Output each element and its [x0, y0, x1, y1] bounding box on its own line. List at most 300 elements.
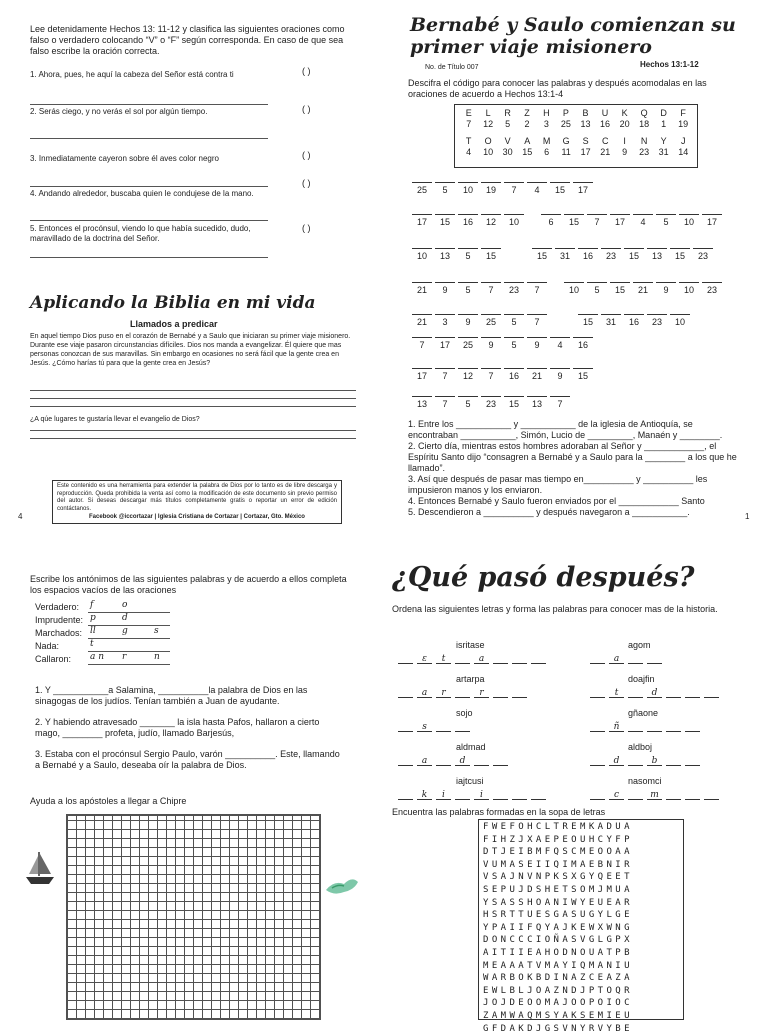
decode-blank[interactable]: 16 — [458, 214, 478, 227]
decode-blank[interactable]: 12 — [481, 214, 501, 227]
answer-dash[interactable] — [455, 722, 470, 732]
decode-blank[interactable]: 15 — [504, 396, 524, 409]
answer-dash[interactable]: d — [647, 688, 662, 698]
answer-dash[interactable] — [474, 756, 489, 766]
decode-blank[interactable]: 23 — [601, 248, 621, 261]
tr-sentences — [408, 419, 743, 518]
answer-dash[interactable] — [590, 790, 605, 800]
answer-dash[interactable] — [398, 688, 413, 698]
decode-blank[interactable]: 13 — [647, 248, 667, 261]
answer-dash[interactable] — [628, 722, 643, 732]
decode-blank[interactable]: 9 — [527, 337, 547, 350]
title-number: No. de Título 007 — [425, 64, 479, 71]
antonym-hint-letter: o — [122, 600, 128, 610]
code-number: 4 — [466, 146, 472, 157]
antonym-word: Verdadero: — [35, 602, 80, 612]
word-gap — [550, 314, 564, 327]
wordsearch-title: Encuentra las palabras formadas en la sopa de letras — [392, 807, 606, 817]
word-gap — [527, 214, 541, 227]
answer-dash[interactable] — [666, 688, 681, 698]
decode-blank[interactable]: 16 — [573, 337, 593, 350]
maze-title: Ayuda a los apóstoles a llegar a Chipre — [30, 796, 187, 806]
decode-row — [412, 314, 693, 327]
answer-dashes[interactable] — [590, 654, 666, 664]
answer-dash[interactable]: t — [609, 688, 624, 698]
answer-dash[interactable] — [398, 654, 413, 664]
answer-dash[interactable] — [493, 654, 508, 664]
scrambled-word: sojo — [456, 708, 473, 718]
decode-row — [412, 248, 716, 261]
tf-item-4: 4. Andando alrededor, buscaba quien le condujese de la mano. — [30, 189, 254, 198]
antonym-hint-letter: r — [122, 652, 127, 662]
code-letter: S — [582, 135, 589, 146]
code-letter: M — [542, 135, 551, 146]
decode-blank[interactable]: 5 — [656, 214, 676, 227]
tf-paren-1[interactable]: ( ) — [302, 66, 311, 76]
answer-dash[interactable]: t — [436, 654, 451, 664]
decode-blank[interactable]: 7 — [587, 214, 607, 227]
code-number: 23 — [639, 146, 650, 157]
decode-row — [412, 337, 596, 350]
answer-dash[interactable] — [531, 790, 546, 800]
answer-dash[interactable]: k — [417, 790, 432, 800]
code-number: 9 — [622, 146, 628, 157]
decode-blank[interactable]: 15 — [550, 182, 570, 195]
decode-blank[interactable]: 7 — [481, 282, 501, 295]
answer-dash[interactable] — [436, 722, 451, 732]
decode-blank[interactable]: 3 — [435, 314, 455, 327]
answer-dashes[interactable] — [590, 756, 704, 766]
answer-dash[interactable]: i — [436, 790, 451, 800]
decode-blank[interactable]: 7 — [435, 368, 455, 381]
decode-blank[interactable]: 15 — [435, 214, 455, 227]
decode-row — [412, 368, 596, 381]
code-number: 11 — [561, 146, 571, 157]
decode-blank[interactable]: 10 — [458, 182, 478, 195]
decode-blank[interactable]: 15 — [578, 314, 598, 327]
tr-sentence-3: 3. Así que después de pasar mas tiempo en__________ y __________ les impusieron manos y los enviaron. — [408, 474, 708, 495]
antonym-word: Callaron: — [35, 654, 72, 664]
decode-blank[interactable]: 21 — [412, 282, 432, 295]
code-number: 16 — [600, 118, 611, 129]
apply-text: En aquel tiempo Dios puso en el corazón de Bernabé y a Saulo que iniciaran su primer viaje misionero. Durante ese viaje pasaron circunstancias difíciles. Dios nos manda a evangelizar. Él quiere que mas personas conozcan de sus maravillas. Sin embargo en ocasiones no será fácil que la gente crea en Jesús. ¿Cómo harías tú para que la gente crea en Jesús? — [30, 333, 351, 367]
decode-blank[interactable]: 10 — [679, 214, 699, 227]
code-letter: U — [601, 107, 609, 118]
code-letter: G — [562, 135, 570, 146]
answer-dashes[interactable] — [590, 722, 704, 732]
tf-line[interactable] — [30, 257, 268, 258]
answer-dash[interactable] — [590, 654, 605, 664]
code-letter: D — [660, 107, 667, 118]
decode-blank[interactable]: 9 — [550, 368, 570, 381]
code-key-box — [454, 104, 698, 168]
code-letter: N — [640, 135, 648, 146]
tf-item-3: 3. Inmediatamente cayeron sobre él aves color negro — [30, 154, 219, 163]
answer-dash[interactable] — [455, 654, 470, 664]
decode-blank[interactable]: 17 — [435, 337, 455, 350]
tf-item-1: 1. Ahora, pues, he aquí la cabeza del Señor está contra ti — [30, 70, 234, 79]
antonym-hint-letter: a n — [90, 652, 105, 662]
scrambled-word: isritase — [456, 640, 485, 650]
antonym-answer-line[interactable] — [88, 638, 170, 639]
answer-dash[interactable] — [531, 654, 546, 664]
code-number: 20 — [619, 118, 630, 129]
code-letter: L — [485, 107, 491, 118]
decode-blank[interactable]: 7 — [435, 396, 455, 409]
decode-blank[interactable]: 17 — [412, 368, 432, 381]
decode-blank[interactable]: 4 — [633, 214, 653, 227]
decode-blank[interactable]: 13 — [412, 396, 432, 409]
answer-dash[interactable] — [628, 654, 643, 664]
decode-blank[interactable]: 16 — [624, 314, 644, 327]
decode-row — [412, 214, 725, 227]
answer-dash[interactable] — [493, 756, 508, 766]
decode-blank[interactable]: 17 — [610, 214, 630, 227]
answer-dash[interactable] — [512, 688, 527, 698]
code-letter: Y — [660, 135, 667, 146]
decode-blank[interactable]: 5 — [458, 396, 478, 409]
decode-row — [412, 396, 573, 409]
answer-dash[interactable] — [628, 790, 643, 800]
decode-blank[interactable]: 13 — [435, 248, 455, 261]
scrambled-word: gñaone — [628, 708, 659, 718]
answer-dash[interactable] — [704, 790, 719, 800]
code-number: 7 — [466, 118, 472, 129]
tr-sentence-1: 1. Entre los ___________ y ___________ de la iglesia de Antioquía, se encontraban ___________, Simón, Lucio de _________, Manaén y ________. — [408, 419, 723, 440]
answer-dash[interactable] — [436, 756, 451, 766]
answer-dash[interactable] — [666, 790, 681, 800]
code-number: 12 — [483, 118, 494, 129]
decode-blank[interactable]: 10 — [564, 282, 584, 295]
answer-dash[interactable]: m — [647, 790, 662, 800]
decode-blank[interactable]: 15 — [624, 248, 644, 261]
code-letter: V — [504, 135, 511, 146]
decode-blank[interactable]: 10 — [504, 214, 524, 227]
code-number: 6 — [544, 146, 550, 157]
code-number: 1 — [661, 118, 667, 129]
decode-blank[interactable]: 7 — [550, 396, 570, 409]
antonym-hint-letter: g — [122, 626, 128, 636]
antonym-word: Imprudente: — [35, 615, 84, 625]
decode-blank[interactable]: 23 — [693, 248, 713, 261]
antonym-hint-letter: s — [154, 626, 159, 636]
maze[interactable] — [66, 814, 321, 1020]
apply-question-2: ¿A qúe lugares te gustaría llevar el evangelio de Dios? — [30, 416, 200, 423]
decode-blank[interactable]: 31 — [555, 248, 575, 261]
answer-dashes[interactable] — [398, 688, 531, 698]
bl-instructions: Escribe los antónimos de las siguientes palabras y de acuerdo a ellos completa los espacios vacíos de las oraciones — [30, 574, 347, 595]
answer-dash[interactable] — [647, 654, 662, 664]
code-number: 5 — [505, 118, 511, 129]
answer-dash[interactable] — [628, 756, 643, 766]
decode-blank[interactable]: 21 — [633, 282, 653, 295]
answer-dash[interactable] — [704, 688, 719, 698]
decode-blank[interactable]: 15 — [532, 248, 552, 261]
decode-blank[interactable]: 23 — [481, 396, 501, 409]
answer-dash[interactable]: s — [417, 722, 432, 732]
code-number: 3 — [543, 118, 549, 129]
code-letter: P — [562, 107, 569, 118]
tf-item-2: 2. Serás ciego, y no verás el sol por algún tiempo. — [30, 107, 208, 116]
antonym-hint-letter: p — [90, 613, 96, 623]
decode-blank[interactable]: 15 — [564, 214, 584, 227]
decode-blank[interactable]: 9 — [481, 337, 501, 350]
tf-item-5: 5. Entonces el procónsul, viendo lo que había sucedido, dudo, maravillado de la doctrina del Señor. — [30, 224, 251, 243]
code-letter: K — [621, 107, 628, 118]
decode-blank[interactable]: 7 — [527, 314, 547, 327]
answer-dash[interactable]: b — [647, 756, 662, 766]
scrambled-word: aldmad — [456, 742, 486, 752]
answer-dash[interactable]: ñ — [609, 722, 624, 732]
bl-sentence-3: 3. Estaba con el procónsul Sergio Paulo, varón __________. Este, llamando a Bernabé y a Saulo, deseaba oír la palabra de Dios. — [35, 749, 340, 770]
answer-dash[interactable] — [590, 688, 605, 698]
br-instructions: Ordena las siguientes letras y forma las palabras para conocer mas de la historia. — [392, 604, 718, 614]
decode-blank[interactable]: 9 — [458, 314, 478, 327]
decode-blank[interactable]: 7 — [481, 368, 501, 381]
decode-blank[interactable]: 17 — [702, 214, 722, 227]
answer-line[interactable] — [30, 438, 356, 439]
code-number: 30 — [502, 146, 513, 157]
code-number: 18 — [639, 118, 650, 129]
decode-blank[interactable]: 10 — [670, 314, 690, 327]
antonym-hint-letter: f — [90, 600, 94, 610]
word-gap — [564, 314, 578, 327]
word-gap — [504, 248, 518, 261]
answer-dash[interactable] — [398, 756, 413, 766]
scrambled-word: agom — [628, 640, 651, 650]
decode-blank[interactable]: 5 — [458, 248, 478, 261]
decode-blank[interactable]: 16 — [504, 368, 524, 381]
decode-blank[interactable]: 23 — [647, 314, 667, 327]
code-number: 10 — [483, 146, 494, 157]
antonym-hint-letter: t — [90, 639, 94, 649]
scrambled-word: artarpa — [456, 674, 485, 684]
scrambled-word: doajfin — [628, 674, 655, 684]
antonym-answer-line[interactable] — [88, 664, 170, 665]
decode-blank[interactable]: 21 — [527, 368, 547, 381]
answer-dash[interactable]: a — [474, 654, 489, 664]
answer-line[interactable] — [30, 390, 356, 391]
decode-blank[interactable]: 25 — [412, 182, 432, 195]
code-number: 15 — [522, 146, 533, 157]
answer-dash[interactable] — [628, 688, 643, 698]
answer-dash[interactable] — [512, 790, 527, 800]
br-title: ¿Qué pasó después? — [392, 562, 695, 593]
decode-blank[interactable]: 31 — [601, 314, 621, 327]
tr-sentence-2: 2. Cierto día, mientras estos hombres adoraban al Señor y ____________, el Espíritu Santo dijo “consagren a Bernabé y a Saulo para la ________ a los que he llamado”. — [408, 441, 737, 473]
scrambled-word: nasomci — [628, 776, 662, 786]
answer-dash[interactable]: c — [609, 790, 624, 800]
tf-paren-2[interactable]: ( ) — [302, 104, 311, 114]
antonym-hint-letter: n — [154, 652, 160, 662]
decode-blank[interactable]: 15 — [573, 368, 593, 381]
decode-blank[interactable]: 4 — [550, 337, 570, 350]
antonym-word: Marchados: — [35, 628, 83, 638]
code-letter: C — [601, 135, 609, 146]
disclaimer-text: Este contenido es una herramienta para extender la palabra de Dios por lo tanto es de libre descarga y reproducción. Queda prohibida la venta así como la modificación de este documento sin previo permiso del autor. Si deseas descargar más títulos completamente gratis o reportar un error de edición contáctanos. — [57, 483, 337, 512]
answer-dashes[interactable] — [398, 722, 474, 732]
page-number-tr: 1 — [745, 512, 750, 521]
tf-paren-3[interactable]: ( ) — [302, 150, 311, 160]
tr-sentence-4: 4. Entonces Bernabé y Saulo fueron enviados por el ____________ Santo — [408, 496, 705, 506]
answer-line[interactable] — [30, 406, 356, 407]
decode-blank[interactable]: 9 — [435, 282, 455, 295]
antonym-answer-line[interactable] — [88, 612, 170, 613]
antonym-word: Nada: — [35, 641, 60, 651]
tr-instructions: Descifra el código para conocer las palabras y después acomodalas en las oraciones de acuerdo a Hechos 13:1-4 — [408, 78, 707, 99]
code-number: 17 — [580, 146, 591, 157]
tr-sentence-5: 5. Descendieron a __________ y después navegaron a ___________. — [408, 507, 690, 517]
answer-dash[interactable]: a — [609, 654, 624, 664]
decode-blank[interactable]: 19 — [481, 182, 501, 195]
bible-ref: Hechos 13:1-12 — [640, 60, 699, 69]
decode-blank[interactable]: 16 — [578, 248, 598, 261]
code-letter: J — [680, 135, 686, 146]
decode-blank[interactable]: 10 — [412, 248, 432, 261]
decode-blank[interactable]: 21 — [412, 314, 432, 327]
disclaimer-box — [52, 480, 342, 524]
answer-dash[interactable] — [455, 790, 470, 800]
tl-instructions: Lee detenidamente Hechos 13: 11-12 y clasifica las siguientes oraciones como falso o verdadero colocando “V” o “F” según corresponda. En caso de que sea falso escribe la oración correcta. — [30, 24, 345, 56]
decode-blank[interactable]: 6 — [541, 214, 561, 227]
decode-row — [412, 182, 596, 195]
apply-title: Aplicando la Biblia en mi vida — [30, 293, 316, 313]
code-key-table-2 — [459, 135, 693, 157]
word-gap — [518, 248, 532, 261]
code-number: 14 — [678, 146, 689, 157]
code-letter: E — [465, 107, 472, 118]
word-gap — [550, 282, 564, 295]
decode-blank[interactable]: 17 — [412, 214, 432, 227]
antonym-hint-letter: d — [122, 613, 128, 623]
answer-dash[interactable] — [666, 722, 681, 732]
code-letter: B — [582, 107, 589, 118]
decode-blank[interactable]: 25 — [481, 314, 501, 327]
code-letter: R — [504, 107, 511, 118]
answer-dash[interactable] — [685, 756, 700, 766]
answer-dash[interactable] — [647, 722, 662, 732]
answer-dashes[interactable] — [590, 790, 723, 800]
answer-dash[interactable] — [493, 790, 508, 800]
answer-dash[interactable]: a — [417, 756, 432, 766]
decode-blank[interactable]: 5 — [504, 314, 524, 327]
answer-dash[interactable]: a — [417, 688, 432, 698]
answer-dashes[interactable] — [398, 654, 550, 664]
answer-dash[interactable] — [398, 790, 413, 800]
answer-dash[interactable] — [512, 654, 527, 664]
answer-dash[interactable] — [685, 722, 700, 732]
decode-blank[interactable]: 5 — [435, 182, 455, 195]
answer-dash[interactable] — [398, 722, 413, 732]
decode-blank[interactable]: 7 — [527, 282, 547, 295]
decode-blank[interactable]: 7 — [504, 182, 524, 195]
decode-blank[interactable]: 10 — [679, 282, 699, 295]
bl-sentences — [35, 685, 345, 771]
decode-blank[interactable]: 9 — [656, 282, 676, 295]
decode-blank[interactable]: 17 — [573, 182, 593, 195]
tf-line[interactable] — [30, 186, 268, 187]
code-number: 21 — [600, 146, 611, 157]
answer-dash[interactable]: r — [474, 688, 489, 698]
decode-blank[interactable]: 15 — [670, 248, 690, 261]
answer-dash[interactable]: i — [474, 790, 489, 800]
answer-dash[interactable] — [493, 688, 508, 698]
answer-dashes[interactable] — [590, 688, 723, 698]
decode-blank[interactable]: 5 — [458, 282, 478, 295]
answer-line[interactable] — [30, 430, 356, 431]
answer-dash[interactable] — [590, 722, 605, 732]
scrambled-word: iajtcusi — [456, 776, 484, 786]
tf-paren-4[interactable]: ( ) — [302, 178, 311, 188]
bl-sentence-2: 2. Y habiendo atravesado _______ la isla hasta Pafos, hallaron a cierto mago, ________ profeta, judío, llamado Barjesús, — [35, 717, 320, 738]
apply-subtitle: Llamados a predicar — [130, 319, 218, 329]
decode-blank[interactable]: 23 — [702, 282, 722, 295]
antonym-hint-letter: ll — [90, 626, 96, 636]
answer-dash[interactable] — [666, 756, 681, 766]
answer-line[interactable] — [30, 398, 356, 399]
tf-line[interactable] — [30, 138, 268, 139]
answer-dash[interactable] — [685, 688, 700, 698]
code-number: 31 — [658, 146, 669, 157]
tf-paren-5[interactable]: ( ) — [302, 223, 311, 233]
decode-blank[interactable]: 7 — [412, 337, 432, 350]
tr-title: Bernabé y Saulo comienzan su primer viaje misionero — [410, 14, 736, 58]
scrambled-word: aldboj — [628, 742, 653, 752]
decode-blank[interactable]: 5 — [587, 282, 607, 295]
answer-dash[interactable] — [455, 688, 470, 698]
code-letter: A — [524, 135, 531, 146]
decode-blank[interactable]: 15 — [481, 248, 501, 261]
decode-blank[interactable]: 4 — [527, 182, 547, 195]
code-number: 19 — [678, 118, 689, 129]
word-search-grid[interactable]: FWEFOHCLTREMKADUA FIHZJXAEPEOUHCYFP DTJEIBMFQSCMEOOAA VUMASEIIQIMAEBNIR VSAJNVNPKSXGYQEET SEPUJDSHETSOMJMUA YSASSHOANIWYEUEAR HSRTTUESGASUGYLGE YPAIIFQYAJKEWXWNG DONCCCIOÑASVGLGPX AITIIEAHODNOUATPB MEAAATVMAYIQMANIU WARBOKBDINAZCEAZA EWLBLJOAZNDJPTOQR JOJDEOOMAJOOPOIOC ZAMWAQMSYAKSEMIEU GFDAKDJGSVNYRVYBE — [478, 819, 684, 1020]
decode-blank[interactable]: 5 — [504, 337, 524, 350]
answer-dash[interactable]: d — [455, 756, 470, 766]
code-number: 25 — [560, 118, 571, 129]
decode-blank[interactable]: 15 — [610, 282, 630, 295]
answer-dash[interactable] — [685, 790, 700, 800]
code-letter: F — [680, 107, 686, 118]
answer-dash[interactable]: ε — [417, 654, 432, 664]
answer-dash[interactable]: r — [436, 688, 451, 698]
island-icon — [324, 870, 360, 898]
page-number-tl: 4 — [18, 512, 23, 521]
tf-line[interactable] — [30, 104, 268, 105]
code-number: 2 — [524, 118, 530, 129]
code-key-table-1 — [459, 107, 693, 129]
code-number: 13 — [580, 118, 591, 129]
code-letter: I — [623, 135, 626, 146]
decode-blank[interactable]: 23 — [504, 282, 524, 295]
answer-dash[interactable] — [590, 756, 605, 766]
disclaimer-footer: Facebook @iccortazar | Iglesia Cristiana de Cortazar | Cortazar, Gto. México — [89, 514, 305, 520]
code-letter: H — [543, 107, 550, 118]
code-letter: Z — [524, 107, 530, 118]
code-letter: O — [484, 135, 492, 146]
code-letter: T — [465, 135, 472, 146]
tf-line[interactable] — [30, 220, 268, 221]
decode-blank[interactable]: 12 — [458, 368, 478, 381]
boat-icon — [24, 850, 56, 886]
answer-dash[interactable]: d — [609, 756, 624, 766]
code-letter: Q — [640, 107, 648, 118]
decode-blank[interactable]: 13 — [527, 396, 547, 409]
decode-row — [412, 282, 725, 295]
bl-sentence-1: 1. Y ___________a Salamina, __________la palabra de Dios en las sinagogas de los judíos. Tenían también a Juan de ayudante. — [35, 685, 308, 706]
answer-dashes[interactable] — [398, 756, 512, 766]
answer-dashes[interactable] — [398, 790, 550, 800]
decode-blank[interactable]: 25 — [458, 337, 478, 350]
